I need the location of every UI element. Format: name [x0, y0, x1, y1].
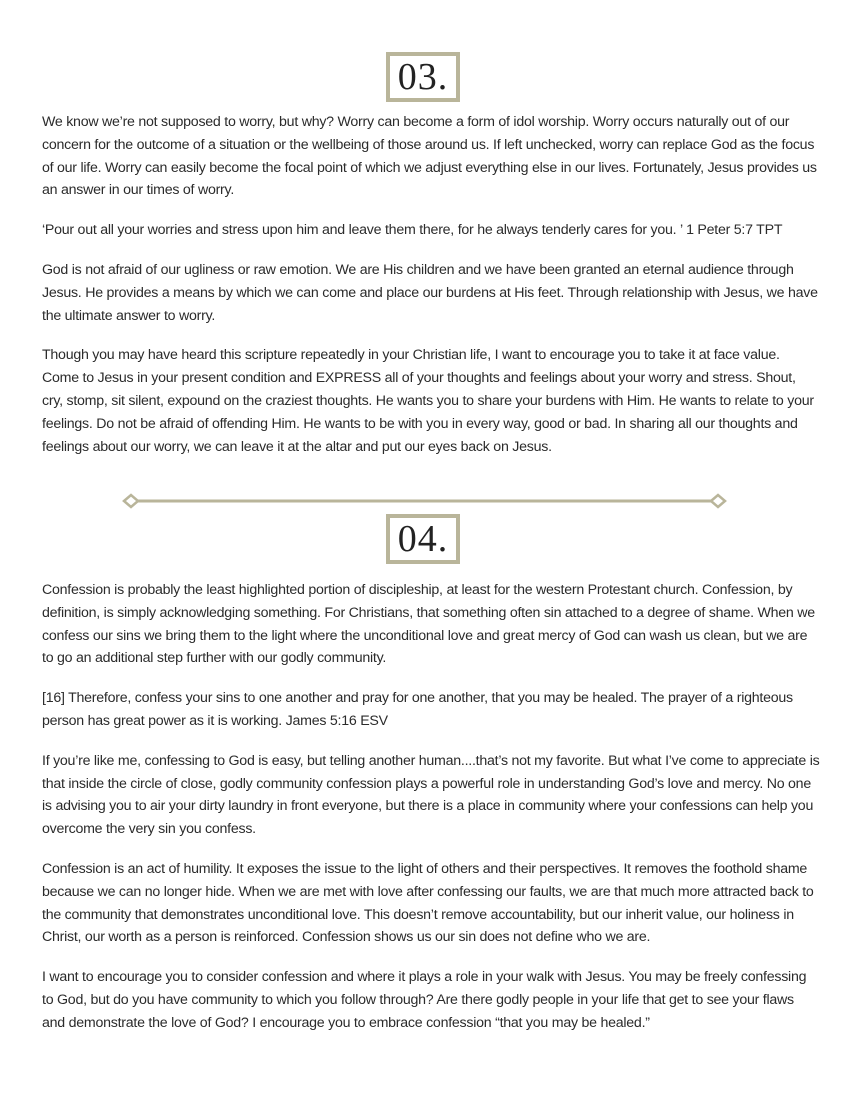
paragraph: I want to encourage you to consider confession and where it plays a role in your walk with Jesus. You may be freely confessing to God, but do you have community to which you follow through? Are there godly people in your life that get to see your flaws and demonstrate the love of God? I encourage you to embrace confession “that you may be healed.” [42, 969, 807, 1031]
paragraph: God is not afraid of our ugliness or raw emotion. We are His children and we have been granted an eternal audience through Jesus. He provides a means by which we can come and place our burdens at His feet. Through relationship with Jesus, we have the ultimate answer to worry. [42, 261, 818, 324]
scripture-quote: [16] Therefore, confess your sins to one another and pray for one another, that you may be healed. The prayer of a righteous person has great power as it is working. James 5:16 ESV [42, 690, 793, 729]
section-divider [122, 492, 727, 510]
paragraph: Confession is an act of humility. It exposes the issue to the light of others and their perspectives. It removes the foothold shame because we can no longer hide. When we are met with love after confessing our faults, we are that much more attracted back to the community that demonstrates unconditional love. This doesn’t remove accountability, but our inherit value, our holiness in Christ, our worth as a person is reinforced. Confession shows us our sin does not define who we are. [42, 860, 814, 946]
paragraph: Confession is probably the least highlighted portion of discipleship, at least for the western Protestant church. Confession, by definition, is simply acknowledging something. For Christians, that something often sin attached to a degree of shame. When we confess our sins we bring them to the light where the unconditional love and great mercy of God can wash us clean, but we are to go an additional step further with our godly community. [42, 582, 815, 667]
scripture-quote: ‘Pour out all your worries and stress upon him and leave them there, for he always tenderly cares for you. ’ 1 Peter 5:7 TPT [42, 222, 783, 239]
paragraph: We know we’re not supposed to worry, but why? Worry can become a form of idol worship. Worry occurs naturally out of our concern for the outcome of a situation or the wellbeing of those around us. If left unchecked, worry can replace God as the focus of our life. Worry can easily become the focal point of which we adjust everything else in our lives. Fortunately, Jesus provides us an answer in our times of worry. [42, 114, 817, 199]
section-03-body [42, 111, 820, 475]
paragraph: Though you may have heard this scripture repeatedly in your Christian life, I want to encourage you to take it at face value. Come to Jesus in your present condition and EXPRESS all of your thoughts and feelings about your worry and stress. Shout, cry, stomp, sit silent, expound on the craziest thoughts. He wants you to share your burdens with Him. He wants to relate to your feelings. Do not be afraid of offending Him. He wants to be with you in every way, good or bad. In sharing all our thoughts and feelings about our worry, we can leave it at the altar and put our eyes back on Jesus. [42, 347, 814, 455]
section-number-03: 03. [386, 52, 460, 102]
section-number-04: 04. [386, 514, 460, 564]
divider-diamond-left-icon [124, 495, 138, 507]
paragraph: If you’re like me, confessing to God is easy, but telling another human....that’s not my favorite. But what I’ve come to appreciate is that inside the circle of close, godly community confession plays a powerful role in understanding God’s love and mercy. No one is advising you to air your dirty laundry in front everyone, but there is a place in community where your confessions can help you overcome the very sin you confess. [42, 752, 820, 838]
section-04-body [42, 579, 820, 1052]
divider-diamond-right-icon [711, 495, 725, 507]
